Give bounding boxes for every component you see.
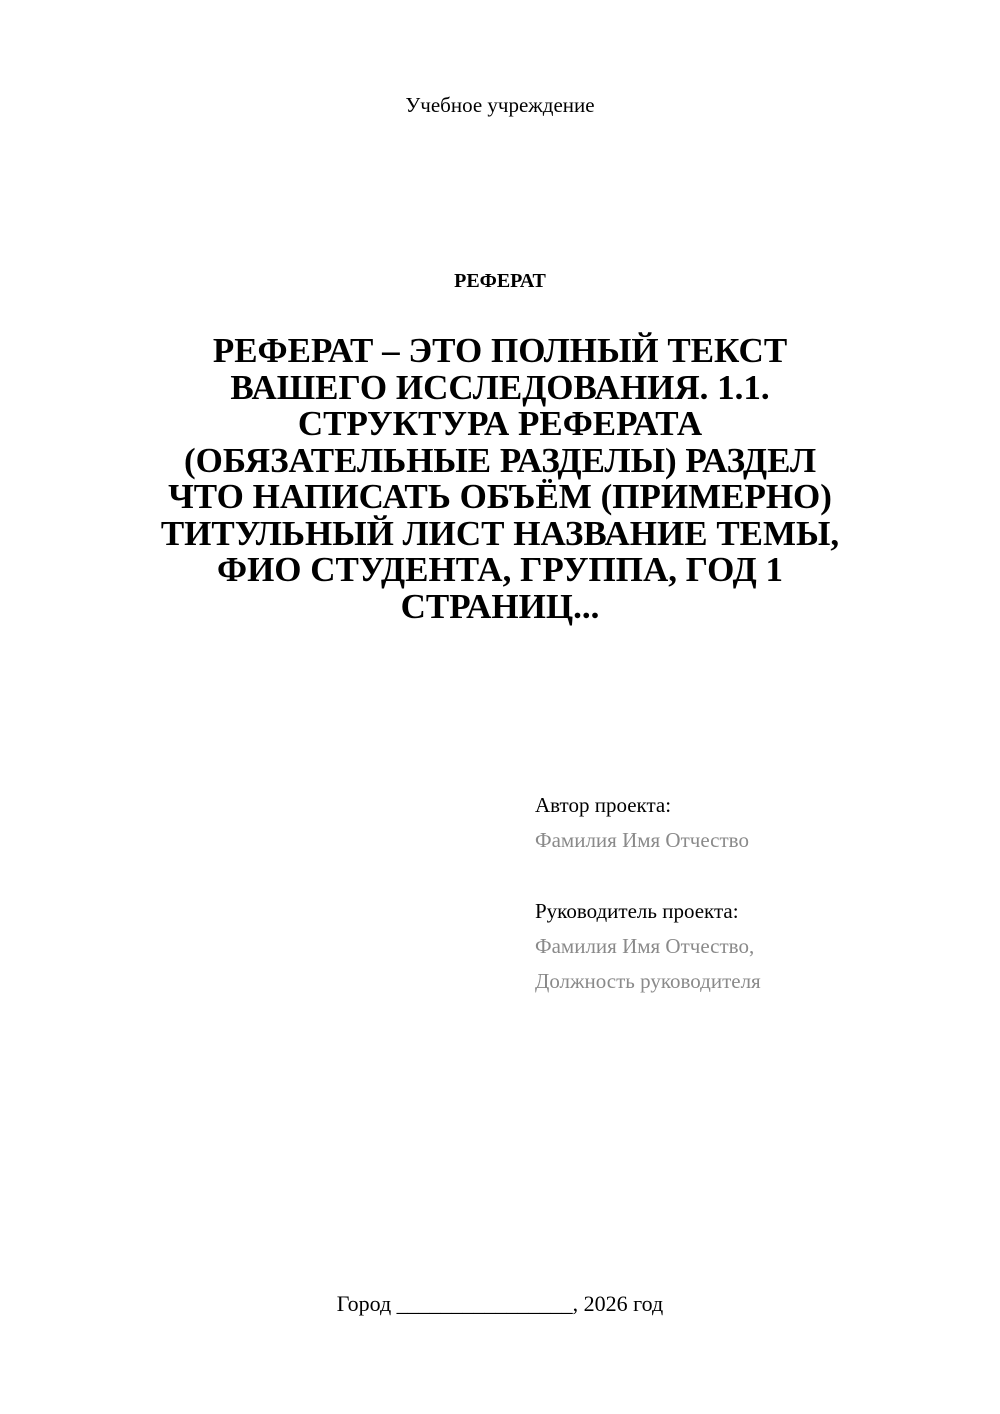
city-year-line: Город ________________, 2026 год [336, 1291, 664, 1316]
institution-name: Учебное учреждение [405, 93, 595, 117]
supervisor-block [535, 894, 975, 999]
author-label: Автор проекта: [535, 793, 672, 817]
supervisor-position: Должность руководителя [535, 969, 761, 993]
supervisor-name: Фамилия Имя Отчество, [535, 934, 755, 958]
document-type-label: РЕФЕРАТ [454, 270, 546, 292]
supervisor-label: Руководитель проекта: [535, 899, 739, 923]
author-name: Фамилия Имя Отчество [535, 828, 749, 852]
document-title: РЕФЕРАТ – ЭТО ПОЛНЫЙ ТЕКСТ ВАШЕГО ИССЛЕДОВАНИЯ. 1.1. СТРУКТУРА РЕФЕРАТА (ОБЯЗАТЕЛЬНЫЕ РАЗДЕЛЫ) РАЗДЕЛ ЧТО НАПИСАТЬ ОБЪЁМ (ПРИМЕРНО) ТИТУЛЬНЫЙ ЛИСТ НАЗВАНИЕ ТЕМЫ, ФИО СТУДЕНТА, ГРУППА, ГОД 1 СТРАНИЦ... [160, 331, 840, 626]
author-block [535, 788, 975, 858]
